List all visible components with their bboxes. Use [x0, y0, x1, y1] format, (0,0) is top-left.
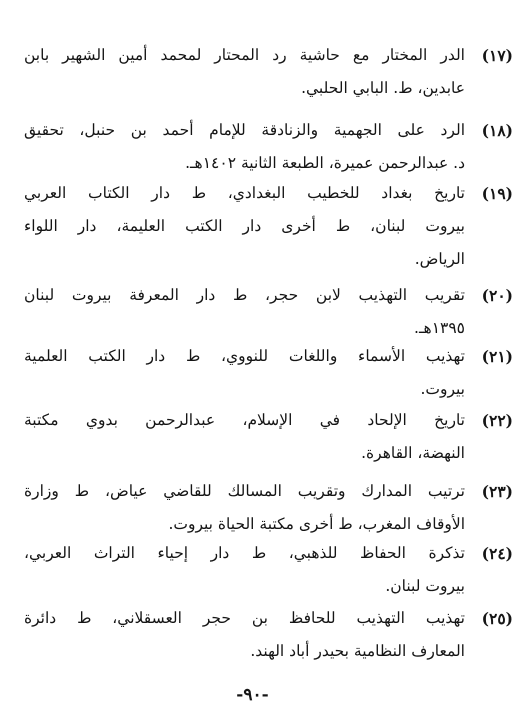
reference-text-line: الأوقاف المغرب، ط أخرى مكتبة الحياة بيروت.: [168, 515, 465, 533]
reference-number: (١٧): [481, 46, 513, 65]
reference-text-line: الرياض.: [414, 250, 465, 268]
reference-text-line: عابدين، ط. البابي الحلبي.: [301, 79, 465, 97]
reference-text-line: النهضة، القاهرة.: [361, 444, 465, 462]
reference-text-line: ١٣٩٥هـ.: [414, 319, 465, 337]
reference-text-line: بيروت.: [420, 380, 465, 398]
reference-entry-22: [24, 404, 513, 470]
reference-text-line: تاريخ الإلحاد في الإسلام، عبدالرحمن بدوي مكتبة: [24, 411, 465, 429]
reference-entry-20: [24, 279, 513, 345]
reference-text-line: تاريخ بغداد للخطيب البغدادي، ط دار الكتاب العربي: [24, 184, 465, 202]
reference-number: (٢٣): [481, 482, 513, 501]
reference-number: (١٨): [481, 121, 513, 140]
reference-number: (٢٥): [481, 609, 513, 628]
reference-entry-24: [24, 537, 513, 603]
reference-text-line: ترتيب المدارك وتقريب المسالك للقاضي عياض، ط وزارة: [24, 482, 465, 500]
reference-text-line: تهذيب الأسماء واللغات للنووي، ط دار الكتب العلمية: [24, 347, 465, 365]
reference-text-line: تقريب التهذيب لابن حجر، ط دار المعرفة بيروت لبنان: [24, 286, 465, 304]
reference-entry-21: [24, 340, 513, 406]
reference-text-line: د. عبدالرحمن عميرة، الطبعة الثانية ١٤٠٢هـ.: [185, 154, 465, 172]
reference-text-line: الرد على الجهمية والزنادقة للإمام أحمد بن حنبل، تحقيق: [24, 121, 465, 139]
reference-entry-23: [24, 475, 513, 541]
reference-number: (٢٠): [481, 286, 513, 305]
reference-text-line: تذكرة الحفاظ للذهبي، ط دار إحياء التراث العربي،: [24, 544, 465, 562]
reference-entry-18: [24, 114, 513, 180]
reference-text-line: بيروت لبنان.: [385, 577, 465, 595]
reference-entry-25: [24, 602, 513, 668]
reference-number: (٢٤): [481, 544, 513, 563]
reference-text-line: الدر المختار مع حاشية رد المحتار لمحمد أمين الشهير بابن: [24, 46, 465, 64]
reference-entry-17: [24, 39, 513, 105]
reference-number: (٢١): [481, 347, 513, 366]
page-number: -٩٠-: [236, 685, 269, 705]
reference-number: (١٩): [481, 184, 513, 203]
reference-entry-19: [24, 177, 513, 276]
reference-text-line: بيروت لبنان، ط أخرى دار الكتب العليمة، دار اللواء: [24, 217, 465, 235]
reference-text-line: تهذيب التهذيب للحافظ بن حجر العسقلاني، ط دائرة: [24, 609, 465, 627]
reference-text-line: المعارف النظامية بحيدر أباد الهند.: [250, 642, 465, 660]
reference-number: (٢٢): [481, 411, 513, 430]
